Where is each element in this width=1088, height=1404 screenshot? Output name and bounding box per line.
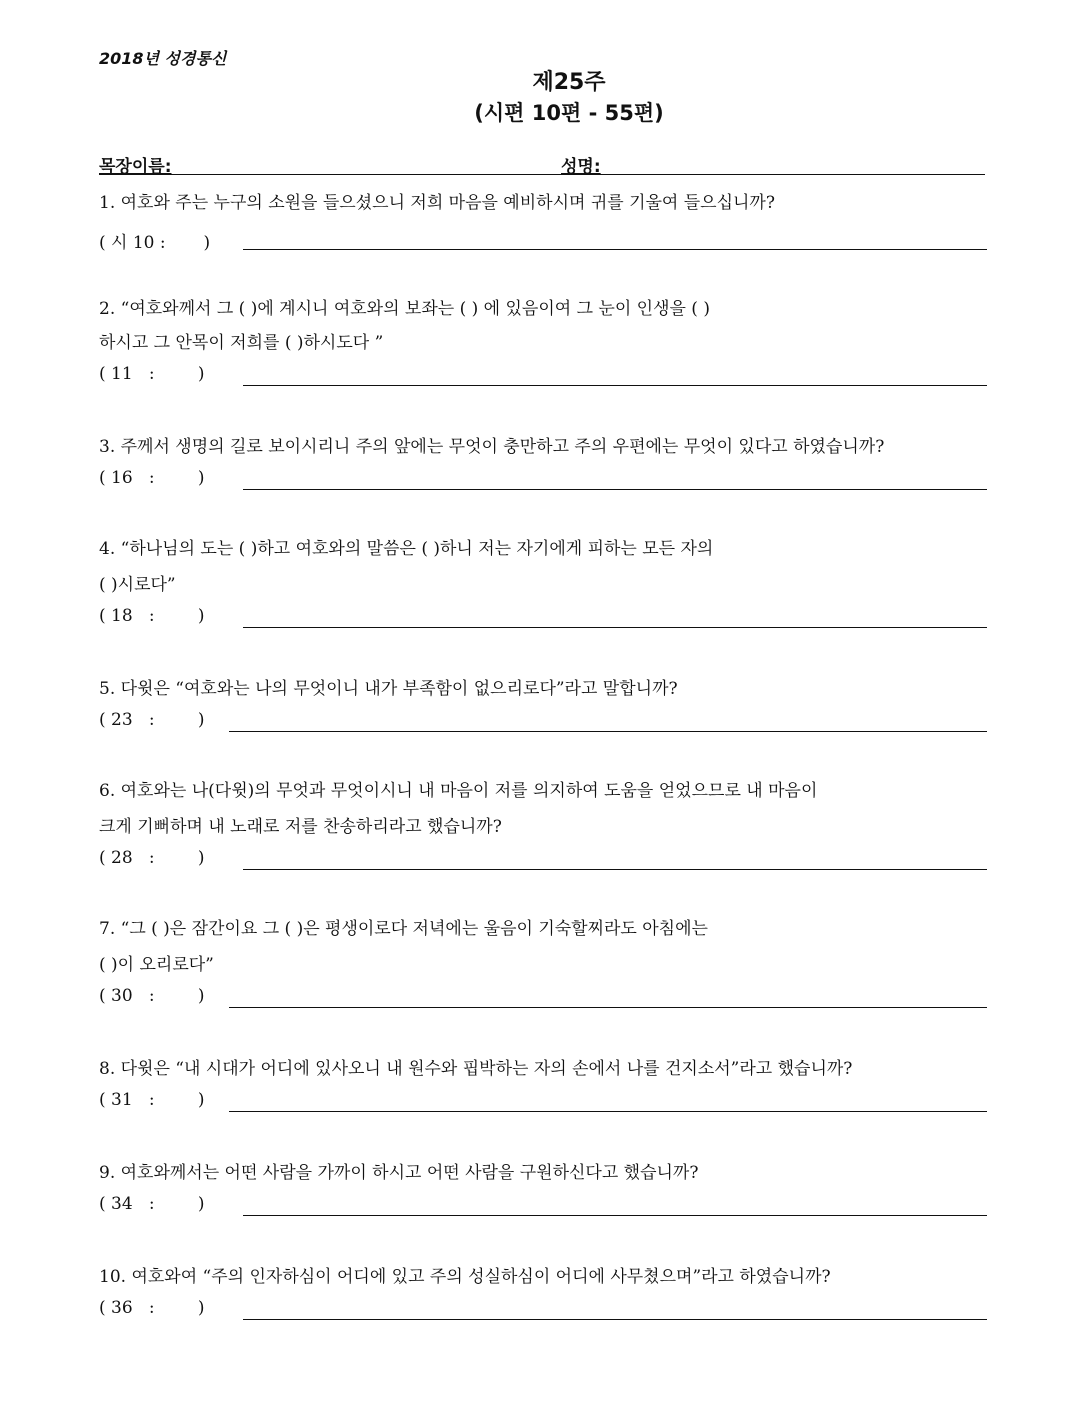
pastor-group-label: 목장이름: — [99, 157, 172, 177]
question-2-text-cont: 하시고 그 안목이 저희를 ( )하시도다 ” — [99, 333, 384, 353]
question-1-reference: ( 시 10 : ) — [99, 233, 211, 253]
title-block — [0, 68, 1088, 128]
question-6-text: 6. 여호와는 나(다윗)의 무엇과 무엇이시니 내 마음이 저를 의지하여 도움을 얻었으므로 내 마음이 — [99, 781, 818, 801]
question-9-answer-row[interactable] — [99, 1192, 987, 1218]
question-8-reference: ( 31 : ) — [99, 1090, 205, 1110]
question-4-answer-line[interactable] — [243, 627, 987, 628]
question-10-text: 10. 여호와여 “주의 인자하심이 어디에 있고 주의 성실하심이 어디에 사무쳤으며”라고 하였습니까? — [99, 1267, 831, 1287]
question-4-answer-row[interactable] — [99, 604, 987, 630]
question-10-reference: ( 36 : ) — [99, 1298, 205, 1318]
page-title: 제25주 — [532, 70, 606, 95]
question-6-answer-line[interactable] — [243, 869, 987, 870]
question-5-text: 5. 다윗은 “여호와는 나의 무엇이니 내가 부족함이 없으리로다”라고 말합니까? — [99, 679, 678, 699]
question-7-text: 7. “그 ( )은 잠간이요 그 ( )은 평생이로다 저녁에는 울음이 기숙할찌라도 아침에는 — [99, 919, 708, 939]
question-9-reference: ( 34 : ) — [99, 1194, 205, 1214]
question-4-text: 4. “하나님의 도는 ( )하고 여호와의 말씀은 ( )하니 저는 자기에게 피하는 모든 자의 — [99, 539, 714, 559]
question-3-answer-row[interactable] — [99, 466, 987, 492]
question-10-answer-line[interactable] — [243, 1319, 987, 1320]
student-name-label: 성명: — [561, 157, 601, 177]
question-8-text: 8. 다윗은 “내 시대가 어디에 있사오니 내 원수와 핍박하는 자의 손에서 나를 건지소서”라고 했습니까? — [99, 1059, 853, 1079]
question-7-reference: ( 30 : ) — [99, 986, 205, 1006]
question-2-answer-row[interactable] — [99, 362, 987, 388]
page-subtitle: (시편 10편 - 55편) — [474, 101, 664, 125]
question-1-answer-row[interactable] — [99, 226, 987, 252]
question-7-answer-row[interactable] — [99, 984, 987, 1010]
question-4-text-cont: ( )시로다” — [99, 575, 176, 595]
question-8-answer-line[interactable] — [229, 1111, 987, 1112]
question-3-answer-line[interactable] — [243, 489, 987, 490]
question-7-answer-line[interactable] — [229, 1007, 987, 1008]
question-10-answer-row[interactable] — [99, 1296, 987, 1322]
question-9-text: 9. 여호와께서는 어떤 사람을 가까이 하시고 어떤 사람을 구원하신다고 했습니까? — [99, 1163, 699, 1183]
name-fields-row — [99, 150, 985, 175]
question-2-text: 2. “여호와께서 그 ( )에 계시니 여호와의 보좌는 ( ) 에 있음이여 그 눈이 인생을 ( ) — [99, 299, 710, 319]
question-8-answer-row[interactable] — [99, 1088, 987, 1114]
question-6-text-cont: 크게 기뻐하며 내 노래로 저를 찬송하리라고 했습니까? — [99, 817, 502, 837]
question-2-answer-line[interactable] — [243, 385, 987, 386]
question-9-answer-line[interactable] — [243, 1215, 987, 1216]
question-5-answer-row[interactable] — [99, 708, 987, 734]
question-6-reference: ( 28 : ) — [99, 848, 205, 868]
question-1-text: 1. 여호와 주는 누구의 소원을 들으셨으니 저희 마음을 예비하시며 귀를 기울여 들으십니까? — [99, 193, 775, 213]
question-6-answer-row[interactable] — [99, 846, 987, 872]
question-7-text-cont: ( )이 오리로다” — [99, 955, 214, 975]
question-2-reference: ( 11 : ) — [99, 364, 205, 384]
question-1-answer-line[interactable] — [243, 249, 987, 250]
question-5-reference: ( 23 : ) — [99, 710, 205, 730]
question-3-reference: ( 16 : ) — [99, 468, 205, 488]
question-3-text: 3. 주께서 생명의 길로 보이시리니 주의 앞에는 무엇이 충만하고 주의 우편에는 무엇이 있다고 하였습니까? — [99, 437, 885, 457]
question-4-reference: ( 18 : ) — [99, 606, 205, 626]
question-5-answer-line[interactable] — [229, 731, 987, 732]
document-series-label: 2018년 성경통신 — [99, 49, 227, 68]
